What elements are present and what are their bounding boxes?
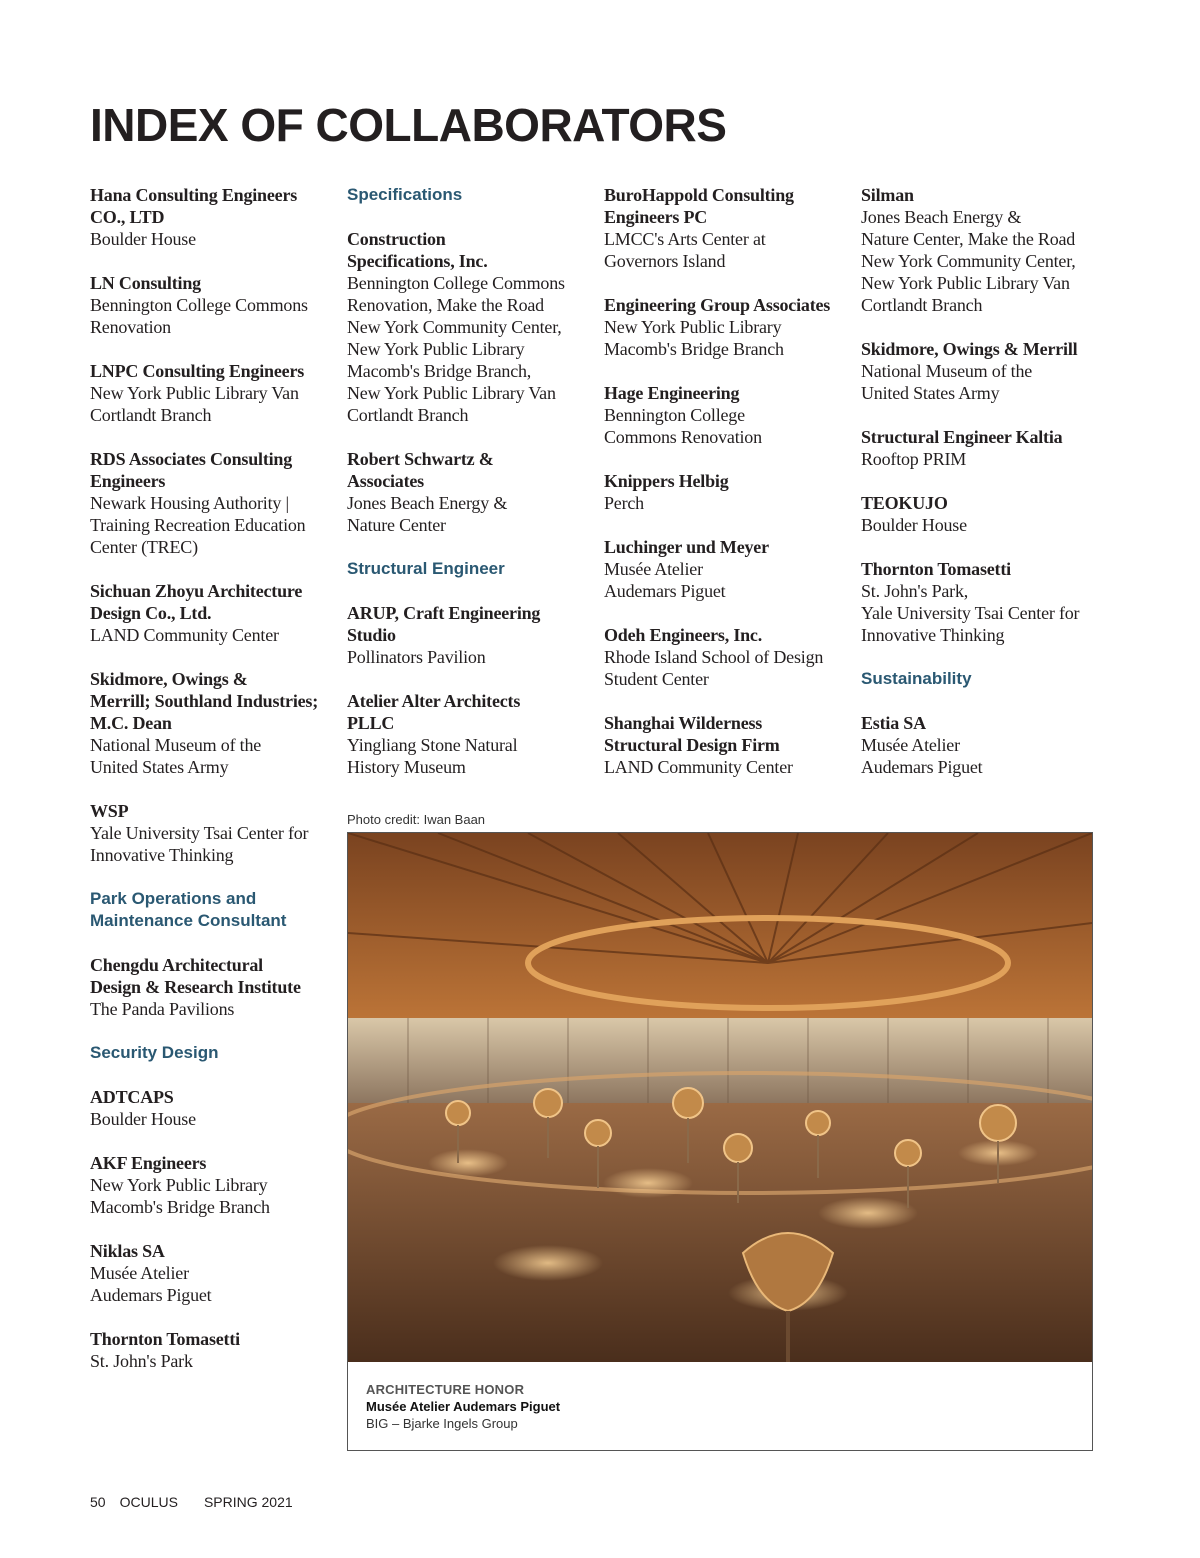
project-name: LAND Community Center (90, 625, 279, 645)
page-footer (90, 1494, 307, 1510)
collaborator-entry (604, 294, 854, 360)
collaborator-name: Skidmore, Owings & Merrill; Southland Industries; M.C. Dean (90, 669, 319, 733)
collaborator-entry (347, 602, 597, 668)
collaborator-entry (90, 668, 340, 778)
project-name: Bennington College Commons Renovation, Make the Road New York Community Center, New York Public Library Macomb's Bridge Branch, New York Public Library Van Cortlandt Branch (347, 273, 565, 425)
collaborator-name: LNPC Consulting Engineers (90, 361, 305, 381)
project-name: Musée Atelier Audemars Piguet (604, 559, 726, 601)
collaborator-name: Engineering Group Associates (604, 295, 831, 315)
project-name: New York Public Library Van Cortlandt Branch (90, 383, 299, 425)
collaborator-entry (604, 536, 854, 602)
collaborator-entry (861, 558, 1101, 646)
project-name: National Museum of the United States Army (90, 735, 262, 777)
project-name: The Panda Pavilions (90, 999, 235, 1019)
collaborator-entry (861, 184, 1101, 316)
project-name: Yingliang Stone Natural History Museum (347, 735, 518, 777)
project-name: Musée Atelier Audemars Piguet (90, 1263, 212, 1305)
collaborator-entry (347, 690, 597, 778)
section-heading: Security Design (90, 1043, 219, 1062)
page-number: 50 (90, 1494, 106, 1510)
section-heading: Sustainability (861, 669, 972, 688)
photo-credit: Photo credit: Iwan Baan (347, 812, 486, 827)
collaborator-name: ADTCAPS (90, 1087, 174, 1107)
page-title: INDEX OF COLLABORATORS (90, 99, 727, 151)
project-name: Boulder House (861, 515, 967, 535)
collaborator-name: Odeh Engineers, Inc. (604, 625, 763, 645)
project-name: LAND Community Center (604, 757, 793, 777)
project-name: Jones Beach Energy & Nature Center, Make the Road New York Community Center, New York Public Library Van Cortlandt Branch (861, 207, 1076, 315)
collaborator-entry (604, 184, 854, 272)
project-name: Boulder House (90, 1109, 196, 1129)
collaborator-name: Chengdu Architectural Design & Research Institute (90, 955, 301, 997)
collaborator-entry (90, 954, 340, 1020)
section-heading: Park Operations and Maintenance Consultant (90, 889, 287, 930)
project-name: New York Public Library Macomb's Bridge Branch (90, 1175, 270, 1217)
collaborator-name: Hana Consulting Engineers CO., LTD (90, 185, 298, 227)
collaborator-name: Hage Engineering (604, 383, 740, 403)
collaborator-name: TEOKUJO (861, 493, 948, 513)
photo-caption (366, 1381, 560, 1432)
collaborator-name: Shanghai Wilderness Structural Design Firm (604, 713, 780, 755)
project-name: Rhode Island School of Design Student Center (604, 647, 824, 689)
index-column-1 (90, 184, 340, 1394)
collaborator-entry (604, 712, 854, 778)
project-name: LMCC's Arts Center at Governors Island (604, 229, 766, 271)
museum-interior-photo (348, 833, 1092, 1362)
caption-firm: BIG – Bjarke Ingels Group (366, 1416, 518, 1431)
project-name: Pollinators Pavilion (347, 647, 486, 667)
collaborator-name: Thornton Tomasetti (90, 1329, 240, 1349)
publication-name: OCULUS (119, 1494, 178, 1510)
collaborator-entry (604, 382, 854, 448)
section-heading: Structural Engineer (347, 559, 505, 578)
collaborator-entry (90, 272, 340, 338)
collaborator-name: BuroHappold Consulting Engineers PC (604, 185, 794, 227)
collaborator-entry (347, 228, 597, 426)
collaborator-entry (90, 1240, 340, 1306)
collaborator-entry (604, 624, 854, 690)
collaborator-entry (90, 1086, 340, 1130)
collaborator-name: WSP (90, 801, 129, 821)
collaborator-entry (604, 470, 854, 514)
caption-project: Musée Atelier Audemars Piguet (366, 1399, 561, 1414)
project-name: Rooftop PRIM (861, 449, 967, 469)
museum-interior-illustration (348, 833, 1092, 1362)
collaborator-name: Estia SA (861, 713, 926, 733)
collaborator-name: RDS Associates Consulting Engineers (90, 449, 293, 491)
project-name: Perch (604, 493, 644, 513)
collaborator-entry (90, 448, 340, 558)
collaborator-entry (90, 1152, 340, 1218)
collaborator-entry (90, 360, 340, 426)
collaborator-name: ARUP, Craft Engineering Studio (347, 603, 541, 645)
collaborator-name: Thornton Tomasetti (861, 559, 1011, 579)
collaborator-entry (90, 1328, 340, 1372)
project-name: Boulder House (90, 229, 196, 249)
index-column-2 (347, 184, 597, 800)
collaborator-name: AKF Engineers (90, 1153, 207, 1173)
issue-season: SPRING 2021 (203, 1494, 293, 1510)
caption-category: ARCHITECTURE HONOR (366, 1382, 525, 1397)
section-heading: Specifications (347, 185, 463, 204)
collaborator-name: Construction Specifications, Inc. (347, 229, 488, 271)
project-name: National Museum of the United States Army (861, 361, 1033, 403)
project-name: Newark Housing Authority | Training Recreation Education Center (TREC) (90, 493, 306, 557)
project-name: St. John's Park (90, 1351, 193, 1371)
collaborator-name: Luchinger und Meyer (604, 537, 769, 557)
collaborator-name: Sichuan Zhoyu Architecture Design Co., Ltd. (90, 581, 303, 623)
index-column-3 (604, 184, 854, 800)
collaborator-name: Knippers Helbig (604, 471, 729, 491)
collaborator-name: Niklas SA (90, 1241, 165, 1261)
collaborator-name: Skidmore, Owings & Merrill (861, 339, 1078, 359)
project-name: Bennington College Commons Renovation (604, 405, 762, 447)
collaborator-name: Structural Engineer Kaltia (861, 427, 1063, 447)
collaborator-name: Robert Schwartz & Associates (347, 449, 494, 491)
index-column-4 (861, 184, 1101, 800)
collaborator-entry (861, 492, 1101, 536)
project-name: New York Public Library Macomb's Bridge Branch (604, 317, 784, 359)
collaborator-entry (90, 800, 340, 866)
featured-photo-card (347, 832, 1093, 1451)
collaborator-entry (861, 426, 1101, 470)
collaborator-entry (90, 580, 340, 646)
collaborator-entry (347, 448, 597, 536)
project-name: St. John's Park, Yale University Tsai Center for Innovative Thinking (861, 581, 1080, 645)
collaborator-name: Silman (861, 185, 914, 205)
project-name: Jones Beach Energy & Nature Center (347, 493, 508, 535)
collaborator-name: LN Consulting (90, 273, 201, 293)
collaborator-entry (861, 338, 1101, 404)
project-name: Yale University Tsai Center for Innovative Thinking (90, 823, 309, 865)
project-name: Bennington College Commons Renovation (90, 295, 308, 337)
collaborator-name: Atelier Alter Architects PLLC (347, 691, 521, 733)
collaborator-entry (861, 712, 1101, 778)
project-name: Musée Atelier Audemars Piguet (861, 735, 983, 777)
collaborator-entry (90, 184, 340, 250)
